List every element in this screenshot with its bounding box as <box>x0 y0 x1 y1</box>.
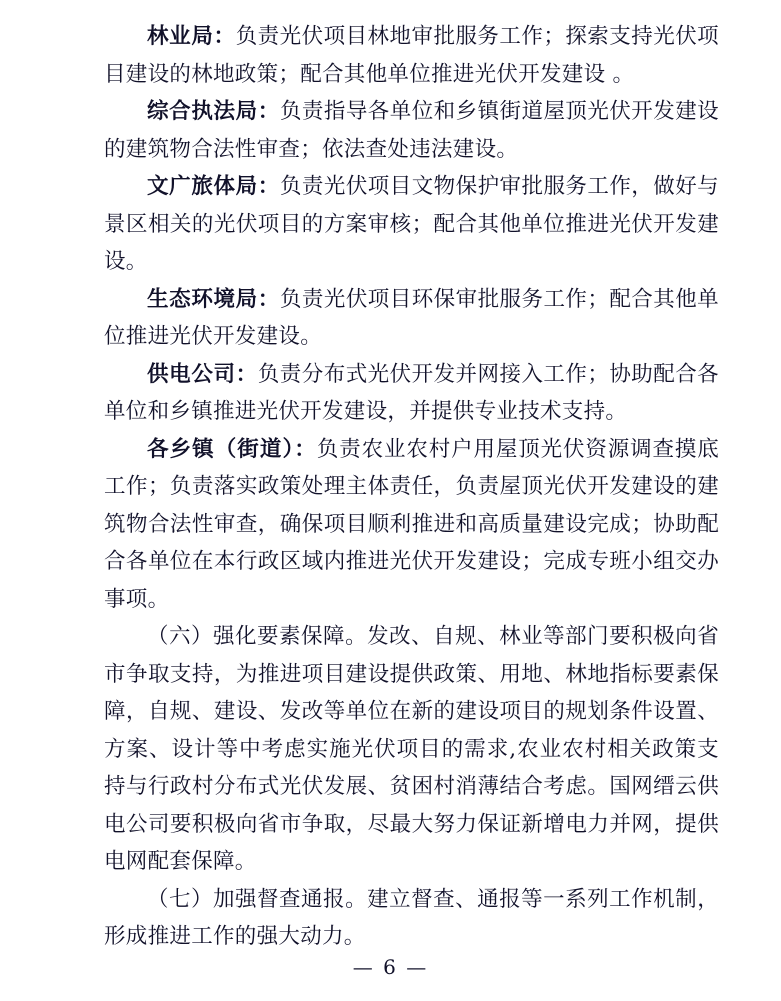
paragraph-culture-tourism-sports-bureau <box>104 168 719 281</box>
paragraph-lead-forestry-bureau: 林业局： <box>147 24 236 49</box>
paragraph-lead-power-supply-company: 供电公司： <box>147 361 258 387</box>
paragraph-text-ecology-environment-bureau: 负责光伏项目环保审批服务工作；配合其他单位推进光伏开发建设。 <box>104 286 719 349</box>
paragraph-lead-ecology-environment-bureau: 生态环境局： <box>147 286 280 312</box>
paragraph-text-power-supply-company: 负责分布式光伏开发并网接入工作；协助配合各单位和乡镇推进光伏开发建设，并提供专业技术支持。 <box>104 361 719 424</box>
paragraph-text-forestry-bureau: 负责光伏项目林地审批服务工作；探索支持光伏项目建设的林地政策；配合其他单位推进光伏开发建设 。 <box>104 24 719 87</box>
paragraph-text-comprehensive-law-enforcement-bureau: 负责指导各单位和乡镇街道屋顶光伏开发建设的建筑物合法性审查；依法查处违法建设。 <box>104 99 719 162</box>
paragraph-lead-comprehensive-law-enforcement-bureau: 综合执法局： <box>147 99 280 124</box>
paragraph-text-townships-streets: 负责农业农村户用屋顶光伏资源调查摸底工作；负责落实政策处理主体责任，负责屋顶光伏开发建设的建筑物合法性审查，确保项目顺利推进和高质量建设完成；协助配合各单位在本行政区域内推进光伏开发建设；完成专班小组交办事项。 <box>104 436 719 612</box>
paragraph-comprehensive-law-enforcement-bureau <box>104 93 719 168</box>
page-number: — 6 — <box>352 955 429 979</box>
paragraph-section-seven <box>104 881 719 956</box>
paragraph-power-supply-company <box>104 356 719 431</box>
paragraph-ecology-environment-bureau <box>104 281 719 356</box>
paragraph-lead-townships-streets: 各乡镇（街道）： <box>147 436 317 462</box>
paragraph-text-culture-tourism-sports-bureau: 负责光伏项目文物保护审批服务工作，做好与景区相关的光伏项目的方案审核；配合其他单位推进光伏开发建设。 <box>104 174 719 274</box>
paragraph-forestry-bureau <box>104 18 719 93</box>
paragraph-section-six <box>104 618 719 881</box>
paragraph-townships-streets <box>104 431 719 619</box>
paragraph-text-section-seven: （七）加强督查通报。建立督查、通报等一系列工作机制，形成推进工作的强大动力。 <box>104 886 719 949</box>
paragraph-text-section-six: （六）强化要素保障。发改、自规、林业等部门要积极向省市争取支持，为推进项目建设提供政策、用地、林地指标要素保障，自规、建设、发改等单位在新的建设项目的规划条件设置、方案、设计等中考虑实施光伏项目的需求,农业农村相关政策支持与行政村分布式光伏发展、贫困村消薄结合考虑。国网缙云供电公司要积极向省市争取，尽最大努力保证新增电力并网，提供电网配套保障。 <box>104 624 719 874</box>
paragraph-lead-culture-tourism-sports-bureau: 文广旅体局： <box>147 174 280 199</box>
